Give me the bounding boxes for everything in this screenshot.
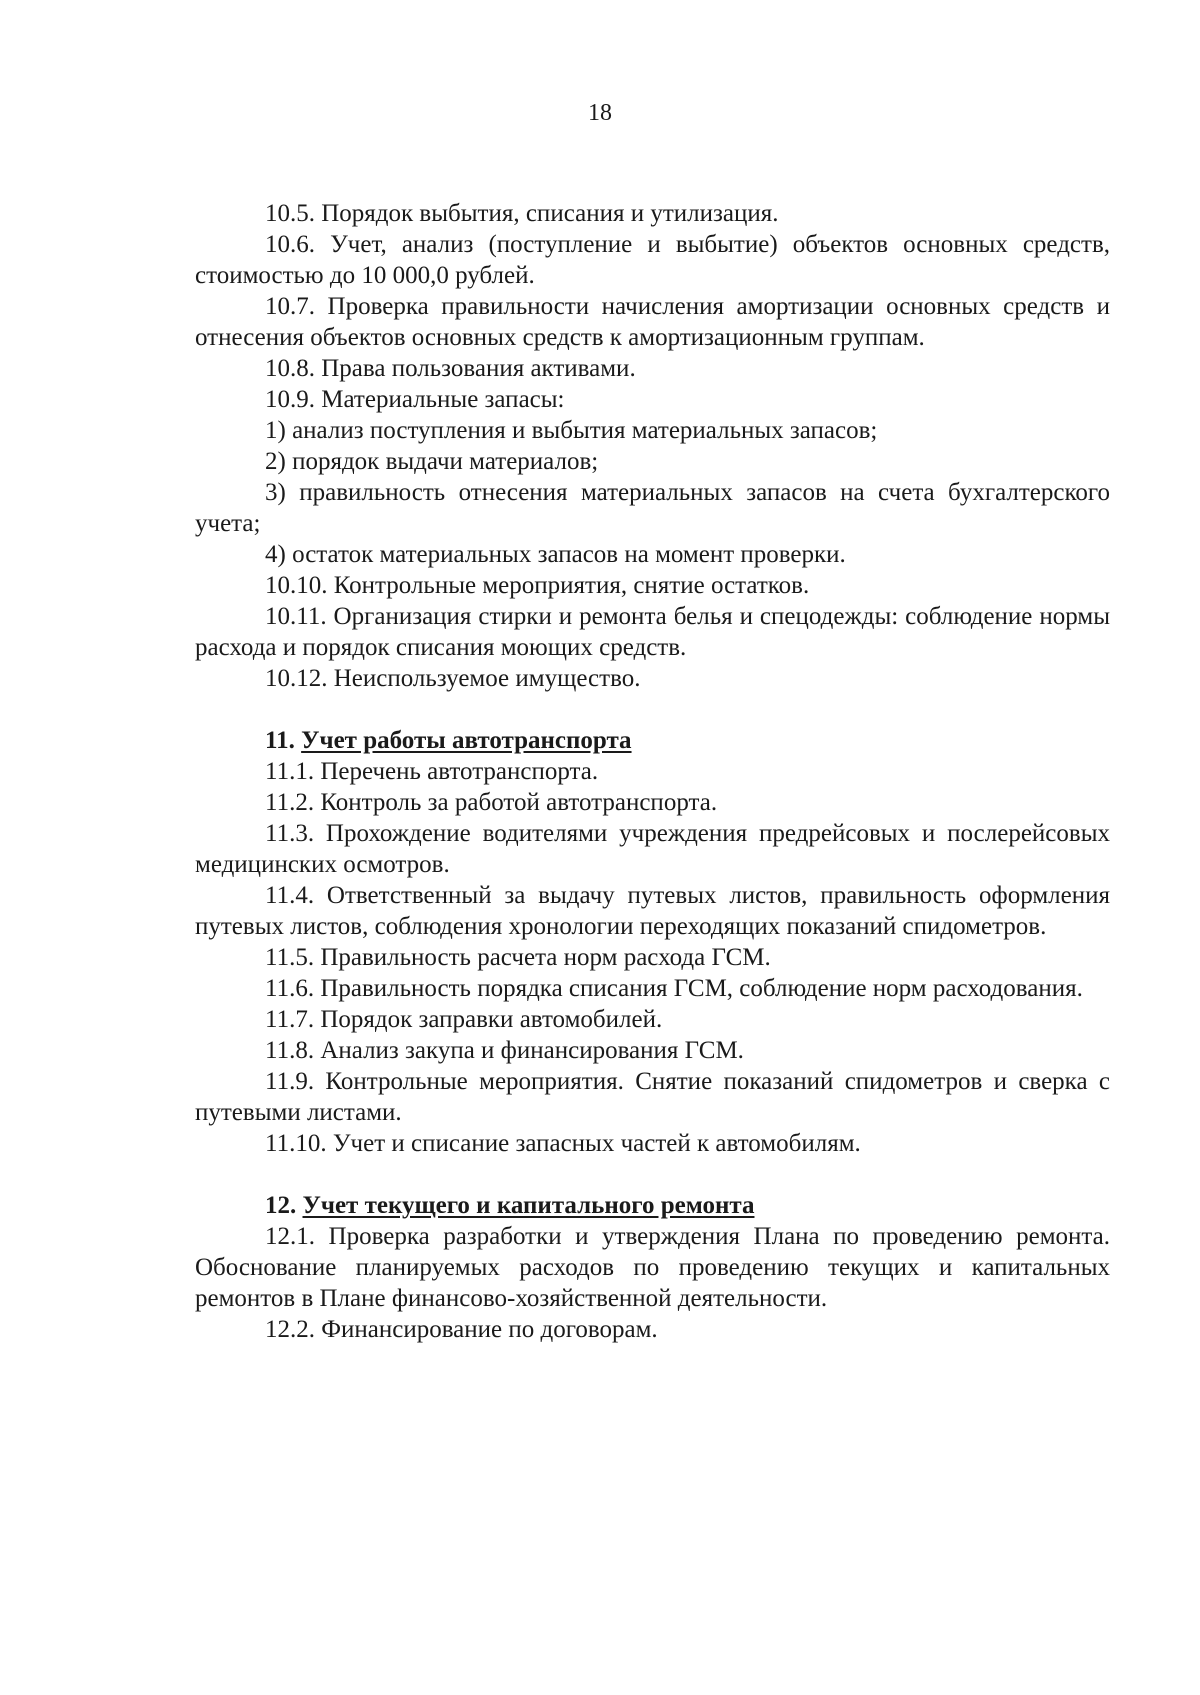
item-11-7: 11.7. Порядок заправки автомобилей.: [265, 1006, 663, 1033]
item-11-4: 11.4. Ответственный за выдачу путевых листов, правильность оформления путевых листов, соблюдения хронологии переходящих показаний спидометров.: [195, 882, 1110, 940]
item-10-11: 10.11. Организация стирки и ремонта белья и спецодежды: соблюдение нормы расхода и порядок списания моющих средств.: [195, 603, 1110, 661]
item-10-12: 10.12. Неиспользуемое имущество.: [265, 665, 641, 692]
section-11-heading: [195, 725, 1110, 756]
item-11-1: 11.1. Перечень автотранспорта.: [265, 758, 599, 785]
item-11-3: 11.3. Прохождение водителями учреждения предрейсовых и послерейсовых медицинских осмотров.: [195, 820, 1110, 878]
section-12-title: Учет текущего и капитального ремонта: [302, 1192, 755, 1219]
item-11-6: 11.6. Правильность порядка списания ГСМ, соблюдение норм расходования.: [265, 975, 1083, 1002]
item-11-8: 11.8. Анализ закупа и финансирования ГСМ.: [265, 1037, 744, 1064]
item-10-9-3: 3) правильность отнесения материальных запасов на счета бухгалтерского учета;: [195, 479, 1110, 537]
item-10-9: 10.9. Материальные запасы:: [265, 386, 565, 413]
document-body: [195, 198, 1110, 1345]
item-12-1: 12.1. Проверка разработки и утверждения Плана по проведению ремонта. Обоснование планируемых расходов по проведению текущих и капитальных ремонтов в Плане финансово-хозяйственной деятельности.: [195, 1223, 1110, 1312]
item-11-5: 11.5. Правильность расчета норм расхода ГСМ.: [265, 944, 771, 971]
item-10-8: 10.8. Права пользования активами.: [265, 355, 636, 382]
item-11-10: 11.10. Учет и списание запасных частей к автомобилям.: [265, 1130, 861, 1157]
section-12-number: 12.: [265, 1192, 297, 1219]
section-11-title: Учет работы автотранспорта: [301, 727, 632, 754]
item-10-6: 10.6. Учет, анализ (поступление и выбытие) объектов основных средств, стоимостью до 10 000,0 рублей.: [195, 231, 1110, 289]
item-10-9-1: 1) анализ поступления и выбытия материальных запасов;: [265, 417, 878, 444]
item-12-2: 12.2. Финансирование по договорам.: [265, 1316, 658, 1343]
item-11-2: 11.2. Контроль за работой автотранспорта.: [265, 789, 718, 816]
page-number: 18: [588, 100, 612, 126]
item-10-5: 10.5. Порядок выбытия, списания и утилизация.: [265, 200, 779, 227]
item-10-9-4: 4) остаток материальных запасов на момент проверки.: [265, 541, 846, 568]
item-10-9-2: 2) порядок выдачи материалов;: [265, 448, 599, 475]
section-12-heading: [195, 1190, 1110, 1221]
item-10-10: 10.10. Контрольные мероприятия, снятие остатков.: [265, 572, 810, 599]
section-11-number: 11.: [265, 727, 295, 754]
item-11-9: 11.9. Контрольные мероприятия. Снятие показаний спидометров и сверка с путевыми листами.: [195, 1068, 1110, 1126]
item-10-7: 10.7. Проверка правильности начисления амортизации основных средств и отнесения объектов основных средств к амортизационным группам.: [195, 293, 1110, 351]
